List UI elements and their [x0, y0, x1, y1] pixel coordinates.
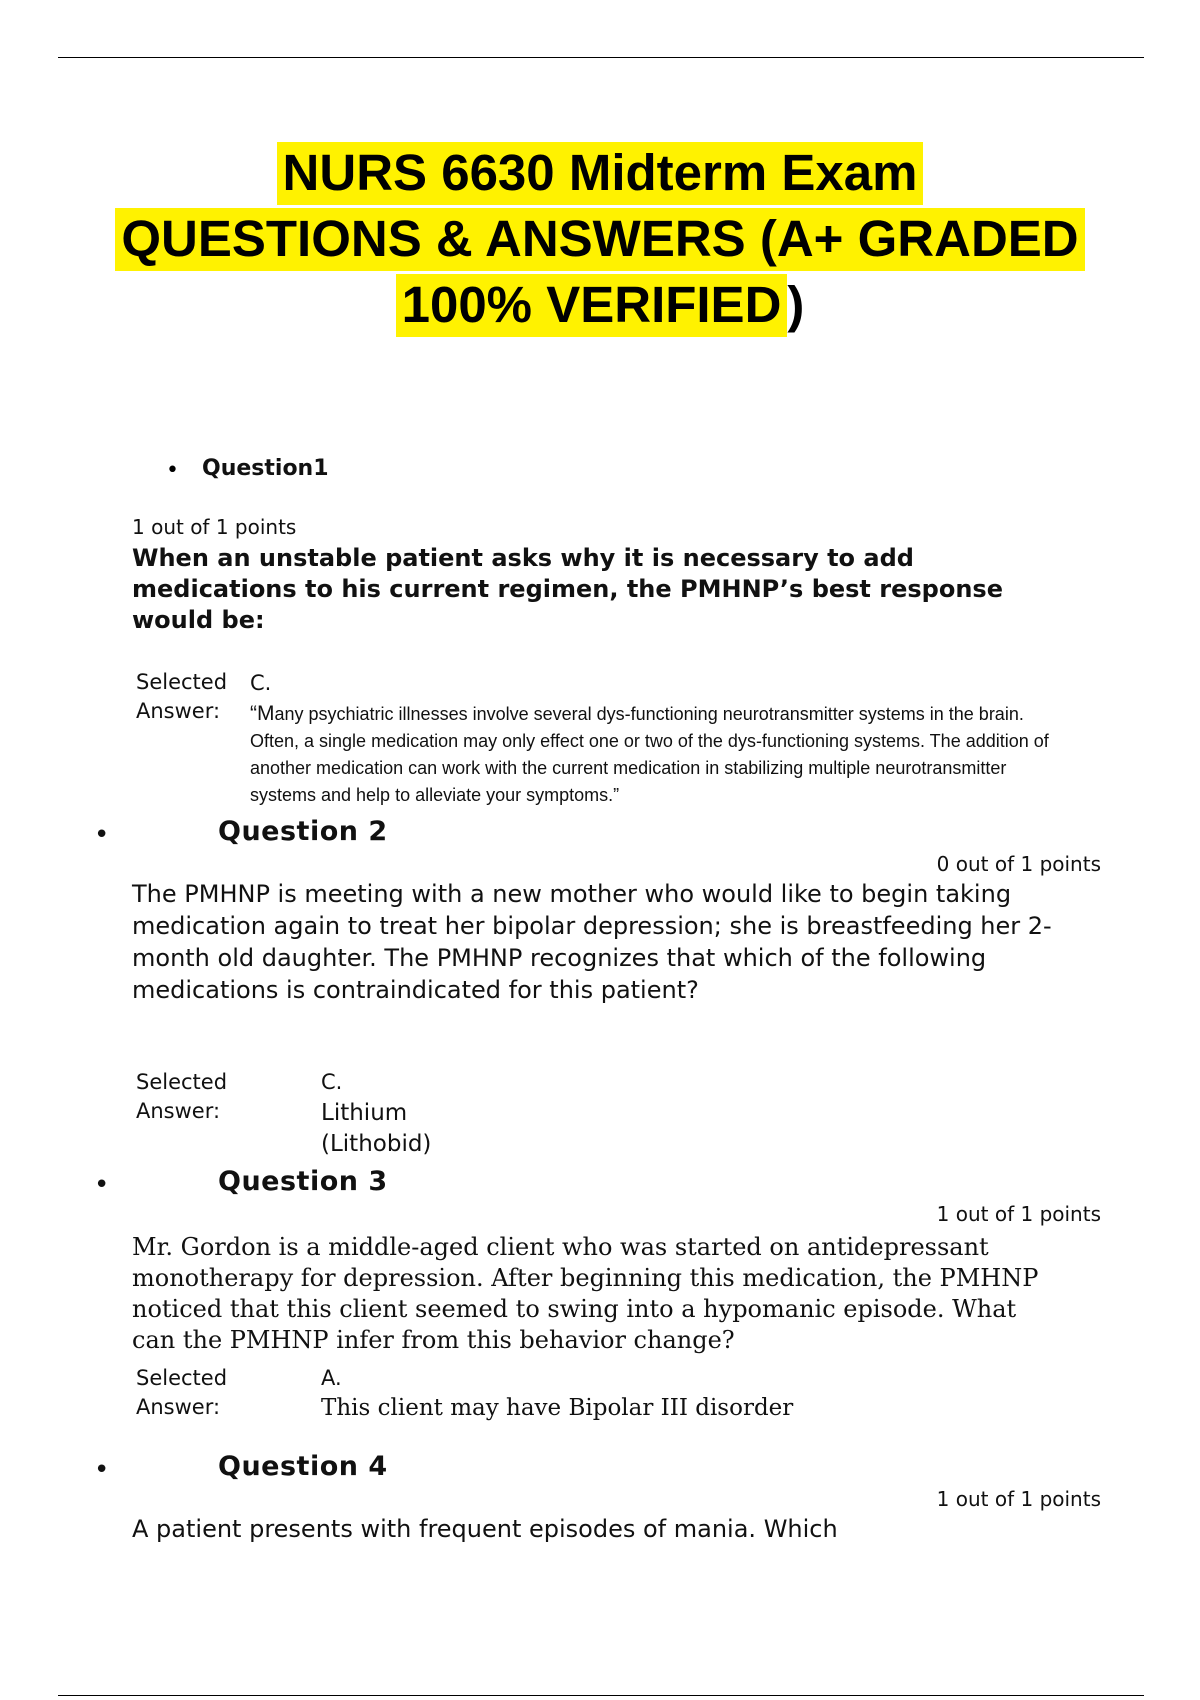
question-2-points: 0 out of 1 points	[936, 852, 1101, 876]
question-3-points: 1 out of 1 points	[936, 1202, 1101, 1226]
question-3-text: Mr. Gordon is a middle-aged client who was started on antidepressant monotherapy for depression. After beginning this medication, the PMHNP noticed that this client seemed to swing into a hypomanic episode. What can the PMHNP infer from this behavior change?	[132, 1233, 1039, 1354]
question-2-text: The PMHNP is meeting with a new mother who would like to begin taking medication again to treat her bipolar depression; she is breastfeeding her 2-month old daughter. The PMHNP recognizes that which of the following medications is contraindicated for this patient?	[132, 880, 1052, 1004]
selected-label: Selected	[136, 670, 228, 694]
question-2-answer-letter: C.	[321, 1070, 343, 1094]
title-line-2: QUESTIONS & ANSWERS (A+ GRADED	[115, 208, 1084, 271]
selected-label: Selected	[136, 1366, 228, 1390]
question-1-answer-letter: C.	[250, 671, 272, 695]
question-3-answer-letter: A.	[321, 1366, 342, 1390]
bullet-icon: •	[94, 1170, 110, 1200]
title-line-3: 100% VERIFIED	[396, 274, 788, 337]
title-line-1: NURS 6630 Midterm Exam	[277, 142, 924, 205]
question-2-answer-line-1: Lithium	[321, 1100, 408, 1126]
selected-label: Selected	[136, 1070, 228, 1094]
question-1-text: When an unstable patient asks why it is necessary to add medications to his current regimen, the PMHNP’s best response would be:	[132, 544, 1003, 634]
bullet-icon: •	[94, 1455, 110, 1485]
document-title	[0, 140, 1200, 338]
question-4-points: 1 out of 1 points	[936, 1487, 1101, 1511]
question-3-answer-text: This client may have Bipolar III disorder	[321, 1395, 794, 1421]
top-rule	[58, 57, 1144, 58]
bullet-icon: •	[166, 458, 179, 483]
question-2-heading: Question 2	[218, 816, 388, 847]
title-closing-paren: )	[787, 276, 805, 333]
question-4-text: A patient presents with frequent episodes of mania. Which	[132, 1515, 838, 1543]
answer-label: Answer:	[136, 699, 221, 723]
question-1-answer-text: “Many psychiatric illnesses involve several dys-functioning neurotransmitter systems in the brain. Often, a single medication may only effect one or two of the dys-functioning systems. The addition of another medication can work with the current medication in stabilizing multiple neurotransmitter systems and help to alleviate your symptoms.”	[250, 702, 1049, 805]
bottom-rule	[58, 1695, 1144, 1696]
question-3-heading: Question 3	[218, 1166, 388, 1197]
bullet-icon: •	[94, 820, 110, 850]
question-2-answer-line-2: (Lithobid)	[321, 1131, 432, 1157]
question-1-heading: Question1	[202, 456, 329, 481]
question-4-heading: Question 4	[218, 1451, 388, 1482]
answer-label: Answer:	[136, 1395, 221, 1419]
question-1-points: 1 out of 1 points	[132, 515, 297, 539]
answer-label: Answer:	[136, 1099, 221, 1123]
